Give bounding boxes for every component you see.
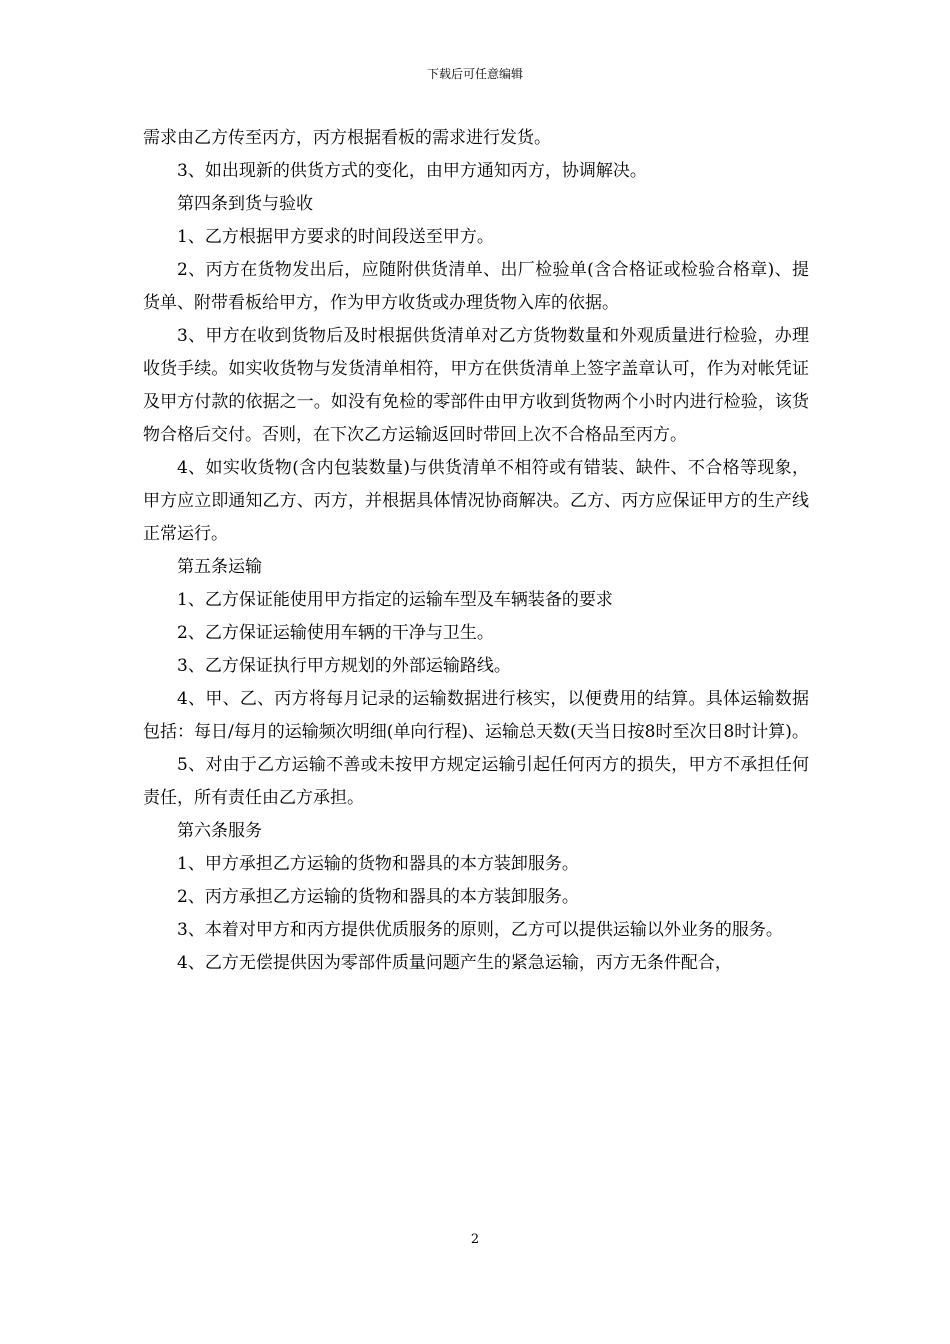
paragraph: 3、如出现新的供货方式的变化，由甲方通知丙方，协调解决。 (177, 161, 647, 181)
paragraph: 3、本着对甲方和丙方提供优质服务的原则，乙方可以提供运输以外业务的服务。 (177, 920, 783, 940)
paragraph: 4、乙方无偿提供因为零部件质量问题产生的紧急运输，丙方无条件配合， (177, 953, 732, 973)
paragraph: 4、甲、乙、丙方将每月记录的运输数据进行核实，以便费用的结算。具体运输数据包括：每日/每月的运输频次明细(单向行程)、运输总天数(天当日按8时至次日8时计算)。 (143, 689, 809, 742)
paragraph: 1、乙方根据甲方要求的时间段送至甲方。 (177, 227, 494, 247)
section-heading: 第六条服务 (177, 821, 262, 841)
paragraph: 2、乙方保证运输使用车辆的干净与卫生。 (177, 623, 494, 643)
paragraph: 1、甲方承担乙方运输的货物和器具的本方装卸服务。 (177, 854, 579, 874)
page-header: 下载后可任意编辑 (426, 67, 523, 81)
paragraph: 2、丙方承担乙方运输的货物和器具的本方装卸服务。 (177, 887, 579, 907)
paragraph: 2、丙方在货物发出后，应随附供货清单、出厂检验单(含合格证或检验合格章)、提货单、附带看板给甲方，作为甲方收货或办理货物入库的依据。 (143, 260, 809, 313)
section-heading: 第五条运输 (177, 557, 262, 577)
page-number: 2 (470, 1232, 480, 1247)
document-body (143, 122, 809, 980)
paragraph: 3、乙方保证执行甲方规划的外部运输路线。 (177, 656, 511, 676)
paragraph: 1、乙方保证能使用甲方指定的运输车型及车辆装备的要求 (177, 590, 613, 610)
paragraph: 需求由乙方传至丙方，丙方根据看板的需求进行发货。 (143, 128, 551, 148)
paragraph: 3、甲方在收到货物后及时根据供货清单对乙方货物数量和外观质量进行检验，办理收货手续。如实收货物与发货清单相符，甲方在供货清单上签字盖章认可，作为对帐凭证及甲方付款的依据之一。如没有免检的零部件由甲方收到货物两个小时内进行检验，该货物合格后交付。否则，在下次乙方运输返回时带回上次不合格品至丙方。 (143, 326, 809, 445)
section-heading: 第四条到货与验收 (177, 194, 313, 214)
paragraph: 4、如实收货物(含内包装数量)与供货清单不相符或有错装、缺件、不合格等现象，甲方应立即通知乙方、丙方，并根据具体情况协商解决。乙方、丙方应保证甲方的生产线正常运行。 (143, 458, 809, 544)
paragraph: 5、对由于乙方运输不善或未按甲方规定运输引起任何丙方的损失，甲方不承担任何责任，所有责任由乙方承担。 (143, 755, 809, 808)
